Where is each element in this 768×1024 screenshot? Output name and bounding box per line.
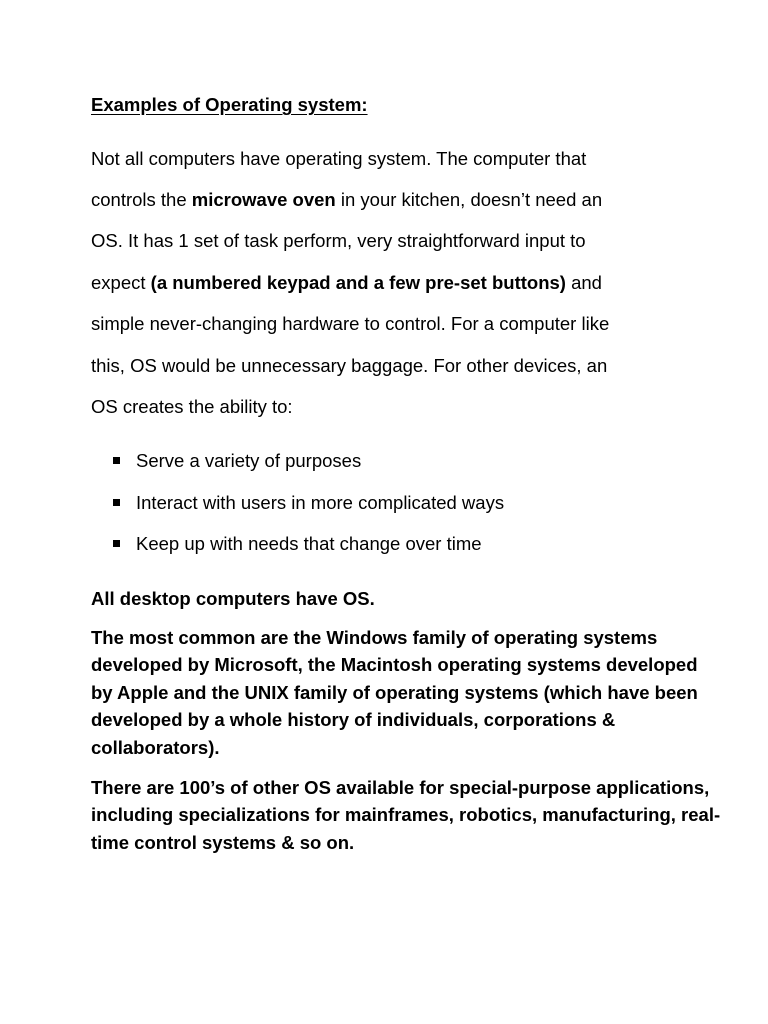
list-item-text: Serve a variety of purposes: [136, 450, 362, 471]
paragraph-line: [91, 272, 602, 294]
paragraph-line: [91, 355, 607, 377]
emphasis-text: (a numbered keypad and a few pre-set buttons): [150, 272, 566, 293]
document-heading: Examples of Operating system:: [91, 94, 368, 115]
paragraph-text: OS creates the ability to:: [91, 396, 293, 417]
paragraph-text: Not all computers have operating system. The computer that: [91, 148, 587, 169]
paragraph-line: [91, 313, 609, 335]
bold-paragraph: All desktop computers have OS.: [91, 588, 375, 609]
paragraph-text: this, OS would be unnecessary baggage. For other devices, an: [91, 355, 608, 376]
bold-paragraph: There are 100’s of other OS available for special-purpose applications, including specializations for mainframes, robotics, manufacturing, real-time control systems & so on.: [91, 777, 721, 853]
paragraph-line: [91, 396, 293, 418]
list-item-text: Keep up with needs that change over time: [136, 533, 482, 554]
paragraph-line: [91, 148, 586, 170]
bold-paragraph: The most common are the Windows family of operating systems developed by Microsoft, the Macintosh operating systems developed by Apple and the UNIX family of operating systems (which have been developed by a whole history of individuals, corporations & collaborators).: [91, 627, 698, 758]
paragraph-text: expect: [91, 272, 151, 293]
paragraph-text: in your kitchen, doesn’t need an: [335, 189, 603, 210]
paragraph-text: simple never-changing hardware to control. For a computer like: [91, 313, 610, 334]
paragraph-line: [91, 189, 602, 211]
paragraph-text: OS. It has 1 set of task perform, very straightforward input to: [91, 230, 586, 251]
square-bullet-icon: [113, 499, 120, 506]
paragraph-text: controls the: [91, 189, 192, 210]
paragraph-line: [91, 230, 586, 252]
document-page: [91, 0, 721, 1024]
square-bullet-icon: [113, 540, 120, 547]
list-item-text: Interact with users in more complicated ways: [136, 491, 505, 513]
square-bullet-icon: [113, 457, 120, 464]
emphasis-text: microwave oven: [191, 189, 336, 210]
paragraph-text: and: [565, 272, 602, 293]
